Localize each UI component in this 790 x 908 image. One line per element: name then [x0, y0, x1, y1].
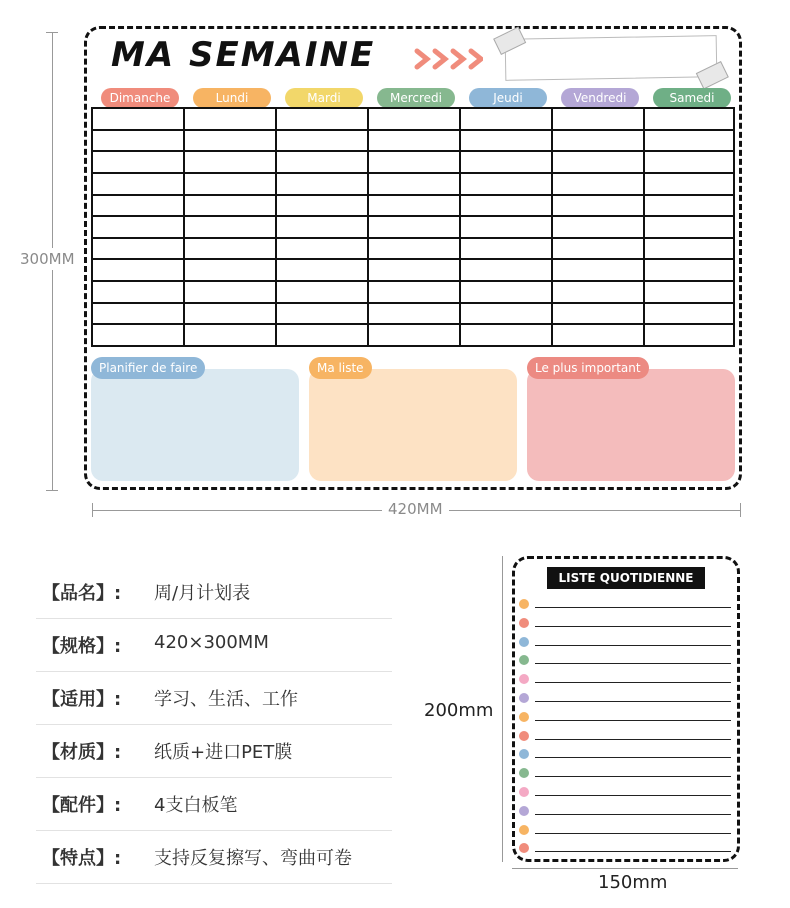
- spec-value: 支持反复擦写、弯曲可卷: [154, 848, 352, 869]
- grid-row-line: [91, 194, 735, 196]
- grid-row-line: [91, 258, 735, 260]
- list-line: [535, 776, 731, 777]
- day-header-dimanche: Dimanche: [101, 88, 179, 108]
- spec-row: [36, 776, 392, 831]
- tape-icon: [493, 27, 526, 55]
- list-bullet-icon: [519, 637, 529, 647]
- list-line: [535, 645, 731, 646]
- tape-icon: [696, 61, 729, 89]
- grid-column-line: [459, 107, 461, 347]
- width-guide-tick-left: [92, 503, 93, 517]
- grid-column-line: [551, 107, 553, 347]
- section-2: [309, 361, 517, 481]
- list-bullet-icon: [519, 843, 529, 853]
- height-label-large: 300MM: [20, 250, 75, 268]
- spec-row: [36, 723, 392, 778]
- daily-list-board: [512, 556, 740, 862]
- spec-value: 周/月计划表: [154, 583, 251, 604]
- grid-column-line: [183, 107, 185, 347]
- list-bullet-icon: [519, 825, 529, 835]
- day-header-mardi: Mardi: [285, 88, 363, 108]
- spec-row: [36, 617, 392, 672]
- list-line: [535, 757, 731, 758]
- list-bullet-icon: [519, 655, 529, 665]
- grid-column-line: [91, 107, 93, 347]
- list-bullet-icon: [519, 674, 529, 684]
- spec-key: 【材质】:: [42, 742, 122, 763]
- list-line: [535, 720, 731, 721]
- small-width-guide-line: [512, 868, 738, 869]
- spec-key: 【品名】:: [42, 583, 122, 604]
- small-height-guide-line: [502, 556, 503, 862]
- list-bullet-icon: [519, 712, 529, 722]
- spec-value: 学习、生活、工作: [154, 689, 298, 710]
- list-line: [535, 607, 731, 608]
- list-line: [535, 833, 731, 834]
- grid-row-line: [91, 107, 735, 109]
- chevron-arrows-icon: [413, 47, 483, 71]
- list-bullet-icon: [519, 731, 529, 741]
- grid-column-line: [367, 107, 369, 347]
- list-bullet-icon: [519, 787, 529, 797]
- spec-key: 【配件】:: [42, 795, 122, 816]
- section-label: Le plus important: [527, 357, 649, 379]
- grid-row-line: [91, 150, 735, 152]
- day-header-vendredi: Vendredi: [561, 88, 639, 108]
- grid-row-line: [91, 172, 735, 174]
- name-tape-box: [505, 35, 718, 81]
- spec-key: 【特点】:: [42, 848, 122, 869]
- grid-row-line: [91, 237, 735, 239]
- spec-key: 【规格】:: [42, 636, 122, 657]
- list-line: [535, 663, 731, 664]
- height-guide-tick-top: [46, 32, 58, 33]
- spec-value: 纸质+进口PET膜: [154, 742, 293, 763]
- spec-row: [36, 564, 392, 619]
- list-line: [535, 701, 731, 702]
- list-bullet-icon: [519, 768, 529, 778]
- list-line: [535, 814, 731, 815]
- list-line: [535, 795, 731, 796]
- grid-row-line: [91, 345, 735, 347]
- section-label: Planifier de faire: [91, 357, 205, 379]
- spec-value: 4支白板笔: [154, 795, 238, 816]
- grid-column-line: [733, 107, 735, 347]
- height-guide-tick-bottom: [46, 490, 58, 491]
- list-line: [535, 739, 731, 740]
- section-label: Ma liste: [309, 357, 372, 379]
- section-3: [527, 361, 735, 481]
- list-bullet-icon: [519, 806, 529, 816]
- spec-value: 420×300MM: [154, 632, 269, 653]
- list-line: [535, 626, 731, 627]
- spec-key: 【适用】:: [42, 689, 122, 710]
- list-line: [535, 682, 731, 683]
- list-bullet-icon: [519, 599, 529, 609]
- grid-row-line: [91, 280, 735, 282]
- spec-row: [36, 670, 392, 725]
- day-header-samedi: Samedi: [653, 88, 731, 108]
- weekly-planner-board: [84, 26, 742, 490]
- day-header-mercredi: Mercredi: [377, 88, 455, 108]
- planner-title: MA SEMAINE: [111, 35, 376, 75]
- list-bullet-icon: [519, 618, 529, 628]
- list-line: [535, 851, 731, 852]
- width-label-large: 420MM: [382, 500, 449, 518]
- spec-row: [36, 829, 392, 884]
- width-guide-tick-right: [740, 503, 741, 517]
- daily-list-title: LISTE QUOTIDIENNE: [547, 567, 705, 589]
- list-bullet-icon: [519, 749, 529, 759]
- weekly-grid: [91, 107, 735, 347]
- grid-row-line: [91, 323, 735, 325]
- day-header-lundi: Lundi: [193, 88, 271, 108]
- height-label-small: 200mm: [424, 700, 494, 721]
- grid-column-line: [275, 107, 277, 347]
- width-label-small: 150mm: [598, 872, 668, 893]
- list-bullet-icon: [519, 693, 529, 703]
- grid-row-line: [91, 215, 735, 217]
- grid-row-line: [91, 129, 735, 131]
- section-1: [91, 361, 299, 481]
- grid-row-line: [91, 302, 735, 304]
- grid-column-line: [643, 107, 645, 347]
- day-header-jeudi: Jeudi: [469, 88, 547, 108]
